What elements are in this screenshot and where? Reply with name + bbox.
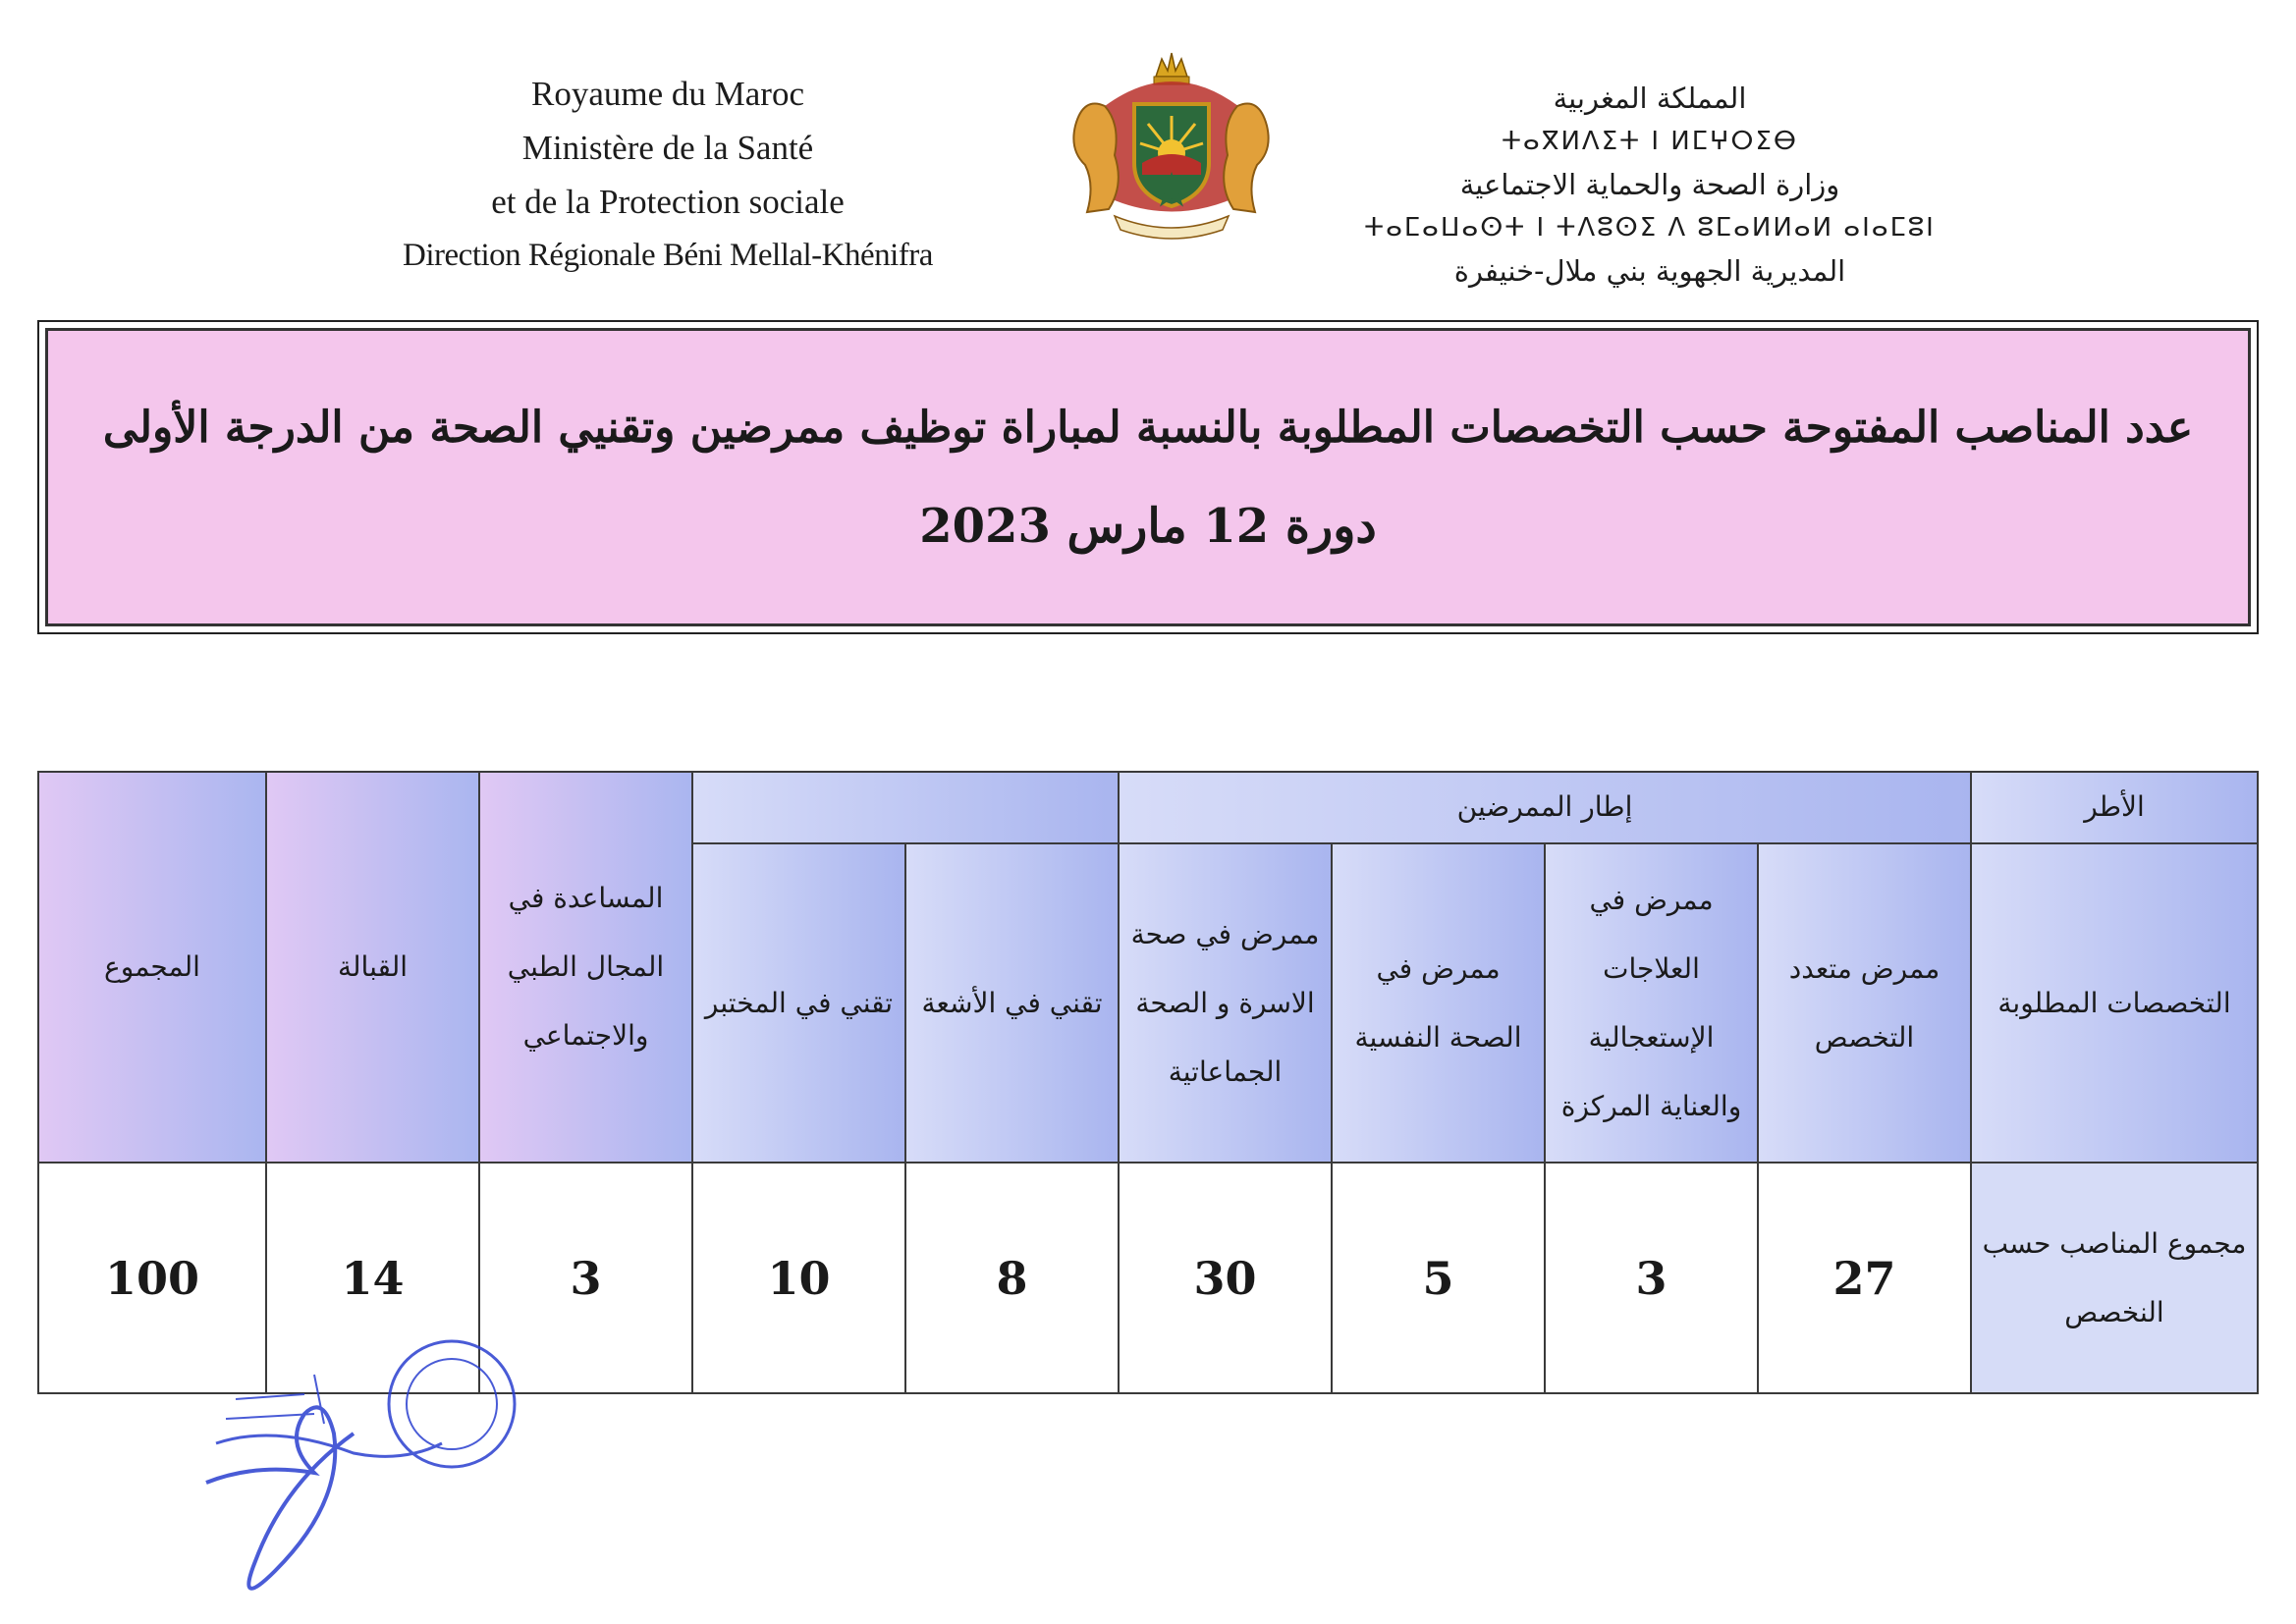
totals-row-label: مجموع المناصب حسب النخصص (1971, 1163, 2258, 1393)
header-fr (373, 67, 962, 283)
header-row-1 (38, 772, 2258, 843)
col-header-mental-health-nurse: ممرض في الصحة النفسية (1332, 843, 1545, 1164)
value-lab-tech: 10 (692, 1163, 905, 1393)
value-family-health-nurse: 30 (1119, 1163, 1332, 1393)
col-header-total: المجموع (38, 772, 266, 1163)
col-header-polyvalent-nurse: ممرض متعدد التخصص (1758, 843, 1971, 1164)
header-ar-line1: المملكة المغربية (1553, 81, 1747, 115)
value-radiology-tech: 8 (905, 1163, 1119, 1393)
title-line1: عدد المناصب المفتوحة حسب التخصصات المطلوبة بالنسبة لمباراة توظيف ممرضين وتقنيي الصحة من الدرجة الأولى (102, 403, 2194, 453)
title-box (37, 320, 2259, 634)
value-assistance: 3 (479, 1163, 692, 1393)
header-fr-line1: Royaume du Maroc (531, 75, 804, 113)
header-fr-line3: et de la Protection sociale (491, 183, 845, 221)
header-ar-line4: ⵜⴰⵎⴰⵡⴰⵙⵜ ⵏ ⵜⴷⵓⵙⵉ ⴷ ⵓⵎⴰⵍⵍⴰⵍ ⴰⵏⴰⵎⵓⵏ (1364, 213, 1936, 243)
cadres-header: الأطر (1971, 772, 2258, 843)
col-header-midwifery: القبالة (266, 772, 479, 1163)
header-ar-line5: المديرية الجهوية بني ملال-خنيفرة (1453, 254, 1846, 288)
nurses-group-header: إطار الممرضين (1119, 772, 1971, 843)
title-line2: دورة 12 مارس 2023 (919, 499, 1377, 554)
header-ar-line2: ⵜⴰⴳⵍⴷⵉⵜ ⵏ ⵍⵎⵖⵔⵉⴱ (1501, 127, 1799, 156)
col-header-radiology-tech: تقني في الأشعة (905, 843, 1119, 1164)
title-inner (45, 328, 2251, 626)
value-total: 100 (38, 1163, 266, 1393)
positions-table (37, 771, 2259, 1394)
col-header-assistance: المساعدة في المجال الطبي والاجتماعي (479, 772, 692, 1163)
value-emergency-nurse: 3 (1545, 1163, 1758, 1393)
header-ar-line3: وزارة الصحة والحماية الاجتماعية (1459, 168, 1840, 201)
value-polyvalent-nurse: 27 (1758, 1163, 1971, 1393)
technicians-group-header (692, 772, 1119, 843)
value-mental-health-nurse: 5 (1332, 1163, 1545, 1393)
coat-of-arms-icon (1066, 47, 1277, 244)
col-header-lab-tech: تقني في المختبر (692, 843, 905, 1164)
header-ar (1355, 77, 1944, 293)
stamp-signature-icon (196, 1316, 530, 1610)
header-fr-line2: Ministère de la Santé (521, 129, 814, 167)
header-fr-line4: Direction Régionale Béni Mellal-Khénifra (403, 238, 933, 273)
specialties-header: التخصصات المطلوبة (1971, 843, 2258, 1164)
value-midwifery: 14 (266, 1163, 479, 1393)
col-header-family-health-nurse: ممرض في صحة الاسرة و الصحة الجماعاتية (1119, 843, 1332, 1164)
col-header-emergency-nurse: ممرض في العلاجات الإستعجالية والعناية المركزة (1545, 843, 1758, 1164)
